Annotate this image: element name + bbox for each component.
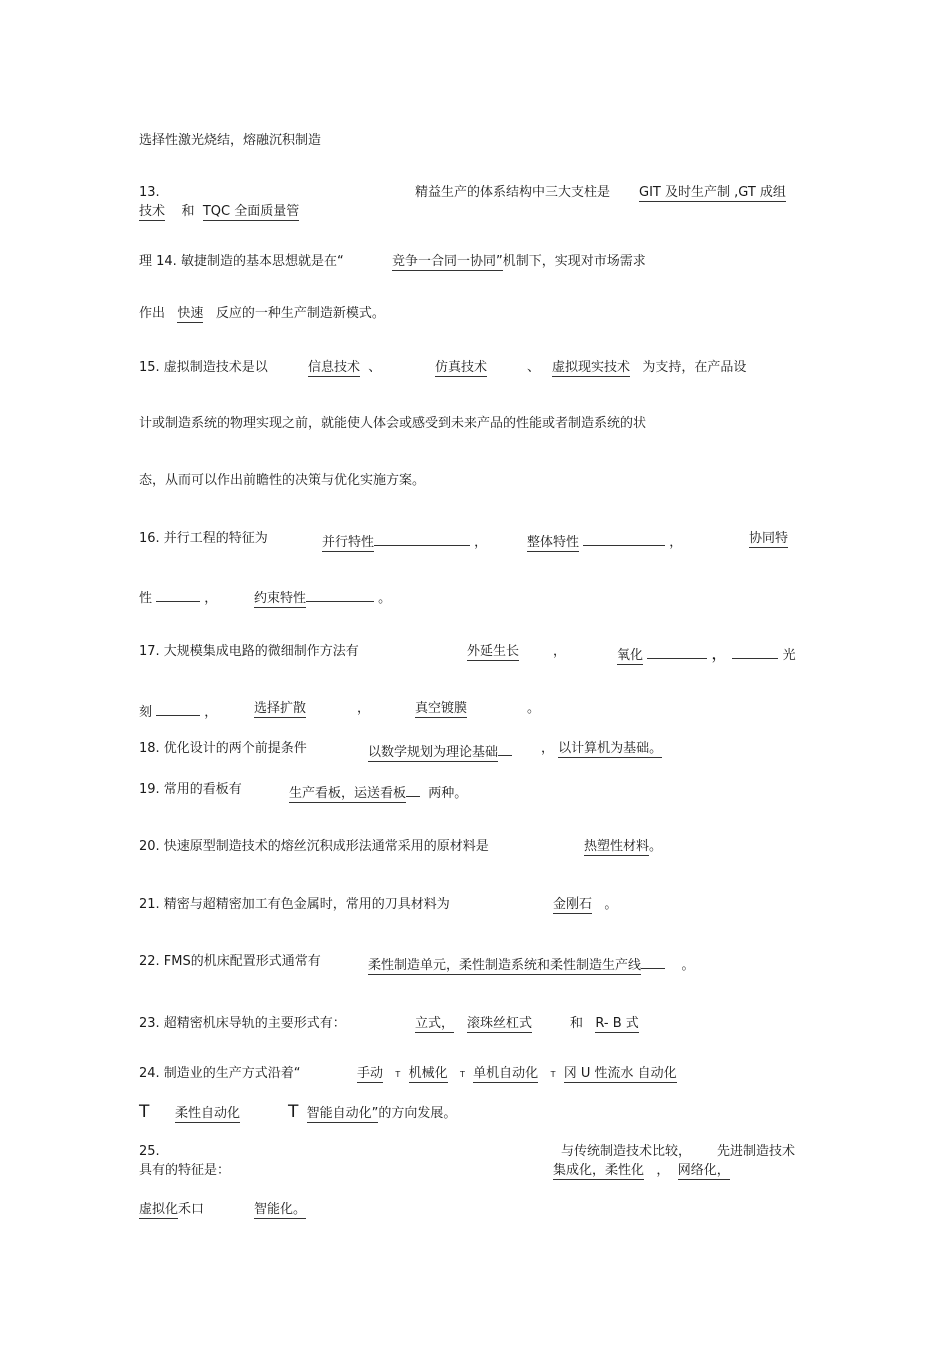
question-24-cont: T: [139, 1102, 150, 1122]
answer: 选择扩散: [254, 701, 307, 716]
answer: 真空镀膜: [415, 701, 468, 716]
answer: 生产看板，运送看板 两种。: [289, 781, 467, 802]
question-13-number: 13.: [139, 185, 160, 200]
question-16: 16. 并行工程的特征为: [139, 531, 268, 546]
answer: 集成化，柔性化 ， 网络化，: [553, 1163, 730, 1178]
separator: 、: [527, 360, 541, 375]
question-20: 20. 快速原型制造技术的熔丝沉积成形法通常采用的原材料是: [139, 839, 489, 854]
answer: 虚拟化禾口: [139, 1202, 205, 1217]
question-15: 15. 虚拟制造技术是以: [139, 360, 268, 375]
question-25-text: 与传统制造技术比较，: [561, 1144, 692, 1159]
answer: 外延生长: [467, 644, 520, 659]
question-14: 理 14. 敏捷制造的基本思想就是在“ 竞争一合同一协同”机制下，实现对市场需求: [139, 254, 646, 269]
question-23: 23. 超精密机床导轨的主要形式有：: [139, 1016, 346, 1031]
separator: ，: [357, 701, 371, 716]
question-14-cont: 作出 快速 反应的一种生产制造新模式。: [139, 306, 385, 321]
question-21: 21. 精密与超精密加工有色金属时，常用的刀具材料为: [139, 897, 450, 912]
text-line: 选择性激光烧结，熔融沉积制造: [139, 133, 322, 148]
answer: 仿真技术: [435, 360, 488, 375]
question-22: 22. FMS的机床配置形式通常有: [139, 954, 321, 969]
answer: 整体特性 ，: [527, 530, 682, 551]
answer: 立式，: [415, 1016, 455, 1031]
answer: 柔性自动化: [175, 1106, 241, 1121]
separator: ，: [553, 644, 567, 659]
answer: GIT 及时生产制 ,GT 成组: [639, 185, 786, 200]
answer: T 智能自动化”的方向发展。: [288, 1102, 457, 1122]
answer: 信息技术 、: [308, 360, 382, 375]
question-15-cont: 计或制造系统的物理实现之前，就能使人体会或感受到未来产品的性能或者制造系统的状: [139, 416, 647, 431]
answer: 并行特性 ，: [322, 530, 487, 551]
question-19: 19. 常用的看板有: [139, 782, 242, 797]
answer: 和 R- B 式: [570, 1016, 639, 1031]
answer: 以数学规划为理论基础: [368, 740, 512, 761]
answer: 热塑性材料。: [584, 839, 663, 854]
question-17: 17. 大规模集成电路的微细制作方法有: [139, 644, 359, 659]
question-25-cont: 具有的特征是：: [139, 1163, 231, 1178]
question-17-cont: 刻 ，: [139, 700, 217, 721]
answer: 约束特性 。: [254, 586, 391, 607]
answer: 金刚石 。: [553, 897, 618, 912]
answer: 滚珠丝杠式: [467, 1016, 533, 1031]
answer: 氧化 ， 光: [617, 644, 796, 664]
question-13-text: 精益生产的体系结构中三大支柱是: [415, 185, 611, 200]
question-25-number: 25.: [139, 1144, 160, 1159]
question-25-text: 先进制造技术: [717, 1144, 796, 1159]
question-18: 18. 优化设计的两个前提条件: [139, 741, 307, 756]
question-16-cont: 性 ，: [139, 586, 217, 607]
answer: 手动 T 机械化 T 单机自动化 T 冈 U 性流水 自动化: [357, 1066, 677, 1081]
answer: 协同特: [749, 531, 789, 546]
question-15-cont: 态，从而可以作出前瞻性的决策与优化实施方案。: [139, 473, 426, 488]
question-24: 24. 制造业的生产方式沿着“: [139, 1066, 301, 1081]
answer: 虚拟现实技术 为支持，在产品设: [552, 360, 747, 375]
answer: 柔性制造单元，柔性制造系统和柔性制造生产线 。: [368, 953, 695, 974]
answer: 智能化。: [254, 1202, 307, 1217]
separator: 。: [527, 701, 541, 716]
answer: ， 以计算机为基础。: [541, 741, 663, 756]
answer: 技术 和 TQC 全面质量管: [139, 204, 300, 219]
